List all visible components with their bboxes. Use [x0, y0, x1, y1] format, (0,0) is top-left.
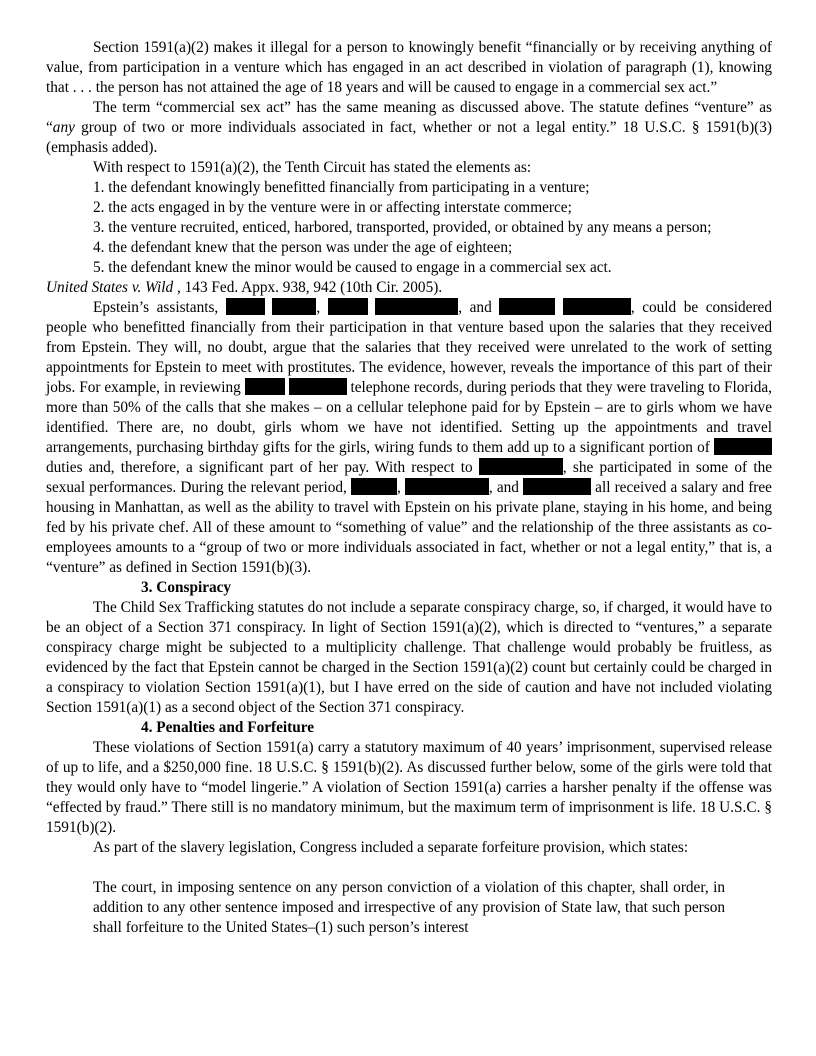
assistants-text-4: , could be considered people who benefitted financially from their participation in that venture based upon the salaries that they received from Epstein. They will, no doubt, argue that the salaries that they received were unrelated to the work of setting appointments for Epstein to meet with prostitutes. The evidence, however, reveals the importance of this part of their jobs. For example, in reviewing: [46, 299, 772, 396]
redaction-block: [499, 298, 555, 315]
paragraph-elements-intro: With respect to 1591(a)(2), the Tenth Circuit has stated the elements as:: [93, 159, 532, 176]
paragraph-forfeiture-intro: As part of the slavery legislation, Congress included a separate forfeiture provision, which states:: [93, 839, 689, 856]
element-item-5: 5. the defendant knew the minor would be caused to engage in a commercial sex act.: [93, 259, 612, 276]
document-page: [46, 38, 772, 938]
redaction-block: [405, 478, 489, 495]
assistants-text-10: all received a salary and free housing in Manhattan, as well as the ability to travel with Epstein on his private plane, staying in his home, and being fed by his private chef. All of these amount to “something of value” and the relationship of the three assistants as co-employees amounts to a “group of two or more individuals associated in fact, whether or not a legal entity,” that is, a “venture” as defined in Section 1591(b)(3).: [46, 479, 772, 576]
element-item-4: 4. the defendant knew that the person was under the age of eighteen;: [93, 239, 513, 256]
paragraph-assistants: [46, 298, 772, 578]
element-item-3: 3. the venture recruited, enticed, harbored, transported, provided, or obtained by any means a person;: [93, 219, 712, 236]
assistants-text-9: , and: [488, 479, 519, 496]
case-name: United States v. Wild: [46, 279, 174, 296]
emphasis-any: any: [52, 119, 75, 136]
paragraph-conspiracy: The Child Sex Trafficking statutes do not include a separate conspiracy charge, so, if charged, it would have to be an object of a Section 371 conspiracy. In light of Section 1591(a)(2), which is directed to “ventures,” a separate conspiracy charge might be subjected to a multiplicity challenge. That challenge would probably be fruitless, as evidenced by the fact that Epstein cannot be charged in the Section 1591(a)(2) count but certainly could be charged in a conspiracy to violation Section 1591(a)(1), but I have erred on the side of caution and have not included violating Section 1591(a)(1) as a second object of the Section 371 conspiracy.: [46, 599, 772, 716]
element-item-1: 1. the defendant knowingly benefitted financially from participating in a venture;: [93, 179, 590, 196]
block-quote-forfeiture: The court, in imposing sentence on any person conviction of a violation of this chapter, shall order, in addition to any other sentence imposed and irrespective of any provision of State law, that such person shall forfeiture to the United States–(1) such person’s interest: [93, 879, 725, 936]
redaction-block: [328, 298, 368, 315]
venture-text-b: group of two or more individuals associated in fact, whether or not a legal entity.” 18 U.S.C. § 1591(b)(3) (emphasis added).: [46, 119, 772, 156]
assistants-text-2: ,: [316, 299, 321, 316]
redaction-block: [714, 438, 772, 455]
paragraph-venture-definition: [46, 98, 772, 158]
section-heading-conspiracy: 3. Conspiracy: [141, 579, 232, 596]
paragraph-penalties: These violations of Section 1591(a) carry a statutory maximum of 40 years’ imprisonment, supervised release of up to life, and a $250,000 fine. 18 U.S.C. § 1591(b)(2). As discussed further below, some of the girls were told that they would only have to “model lingerie.” A violation of Section 1591(a) carries a harsher penalty if the offense was “effected by fraud.” There still is no mandatory minimum, but the maximum term of imprisonment is life. 18 U.S.C. § 1591(b)(2).: [46, 739, 772, 836]
assistants-text-7: , she participated in some of the sexual performances. During the relevant period,: [46, 459, 773, 496]
assistants-text-1: Epstein’s assistants,: [93, 299, 219, 316]
paragraph-1591a2: Section 1591(a)(2) makes it illegal for a person to knowingly benefit “financially or by receiving anything of value, from participation in a venture which has engaged in an act described in violation of paragraph (1), knowing that . . . the person has not attained the age of 18 years and will be caused to engage in a commercial sex act.”: [46, 39, 772, 96]
redaction-block: [245, 378, 285, 395]
case-citation: [46, 278, 772, 298]
redaction-block: [523, 478, 591, 495]
redaction-block: [226, 298, 265, 315]
section-heading-penalties: 4. Penalties and Forfeiture: [141, 719, 315, 736]
redaction-block: [479, 458, 563, 475]
assistants-text-8: ,: [396, 479, 401, 496]
redaction-block: [351, 478, 397, 495]
redaction-block: [289, 378, 347, 395]
redaction-block: [272, 298, 316, 315]
assistants-text-3: , and: [458, 299, 492, 316]
redaction-block: [375, 298, 458, 315]
element-item-2: 2. the acts engaged in by the venture were in or affecting interstate commerce;: [93, 199, 572, 216]
venture-text-a: The term “commercial sex act” has the same meaning as discussed above. The statute defines “venture” as “: [46, 99, 772, 136]
assistants-text-5: telephone records, during periods that they were traveling to Florida, more than 50% of the calls that she makes – on a cellular telephone paid for by Epstein – are to girls whom we have identified. There are, no doubt, girls whom we have not identified. Setting up the appointments and travel arrangements, purchasing birthday gifts for the girls, wiring funds to them add up to a significant portion of: [46, 379, 773, 456]
redaction-block: [563, 298, 631, 315]
case-reporter: , 143 Fed. Appx. 938, 942 (10th Cir. 2005).: [173, 279, 443, 296]
assistants-text-6: duties and, therefore, a significant part of her pay. With respect to: [46, 459, 473, 476]
